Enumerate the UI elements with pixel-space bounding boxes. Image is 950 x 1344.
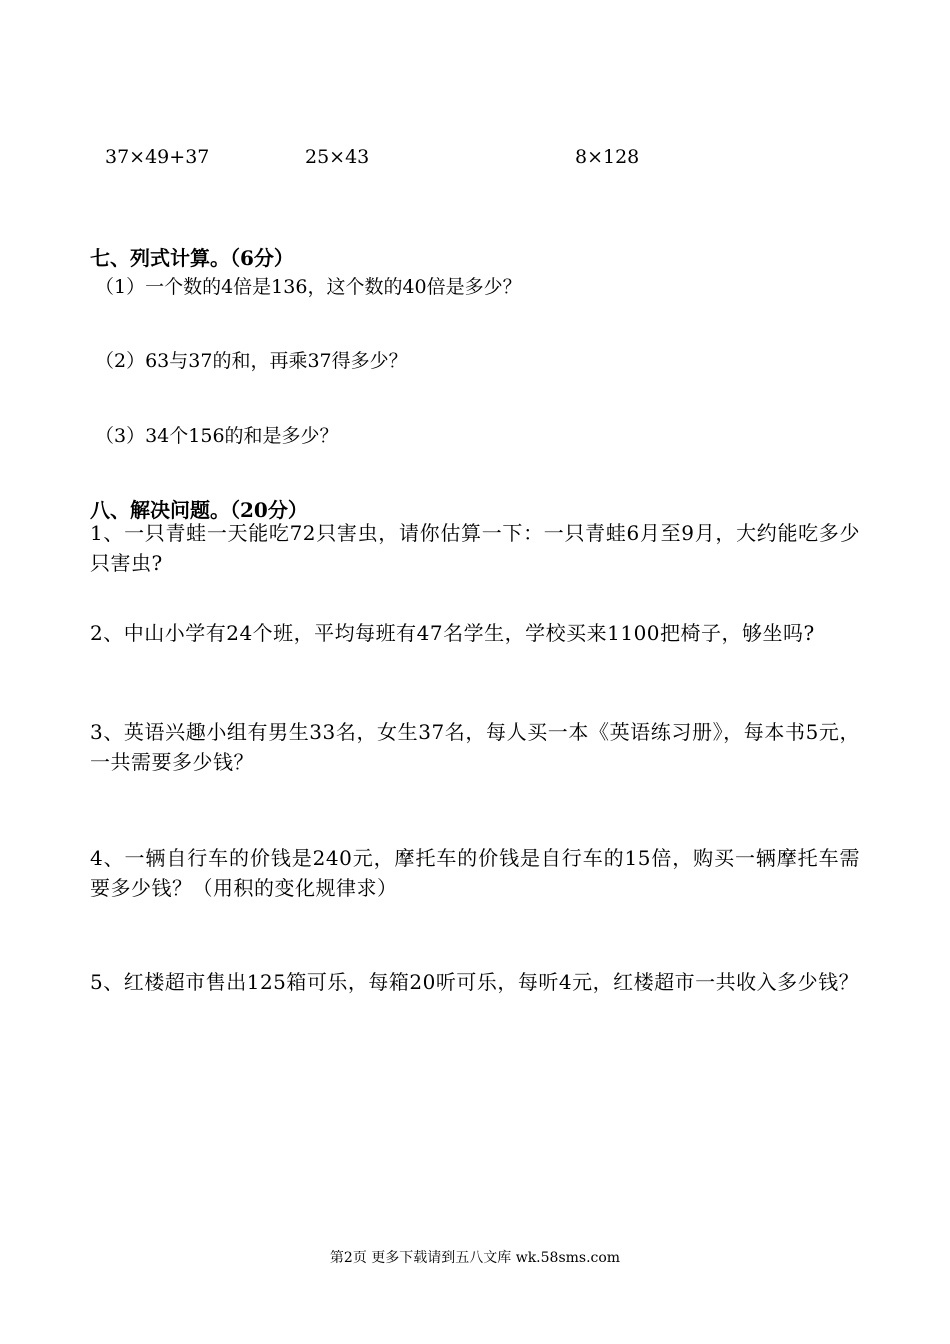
section-7-question-3: （3）34个156的和是多少？ [95,425,339,447]
expression-2: 25×43 [305,146,370,168]
section-8-problem-1: 1、一只青蛙一天能吃72只害虫，请你估算一下：一只青蛙6月至9月，大约能吃多少只害虫? [90,521,860,575]
section-7-question-1: （1）一个数的4倍是136，这个数的40倍是多少？ [95,276,522,298]
section-8-problem-2: 2、中山小学有24个班，平均每班有47名学生，学校买来1100把椅子，够坐吗? [90,621,815,645]
section-7-question-2: （2）63与37的和，再乘37得多少？ [95,350,408,372]
section-7-heading: 七、列式计算。（6分） [90,246,294,270]
section-8-problem-3: 3、英语兴趣小组有男生33名，女生37名，每人买一本《英语练习册》，每本书5元，一共需要多少钱？ [90,720,860,774]
page-footer: 第2页 更多下载请到五八文库 wk.58sms.com [329,1250,621,1266]
expression-3: 8×128 [575,146,640,168]
section-8-problem-5: 5、红楼超市售出125箱可乐，每箱20听可乐，每听4元，红楼超市一共收入多少钱？ [90,970,860,994]
expression-1: 37×49+37 [105,146,210,168]
section-8-heading: 八、解决问题。（20分） [90,498,308,522]
section-8-problem-4: 4、一辆自行车的价钱是240元，摩托车的价钱是自行车的15倍，购买一辆摩托车需要多少钱？（用积的变化规律求） [90,846,860,900]
